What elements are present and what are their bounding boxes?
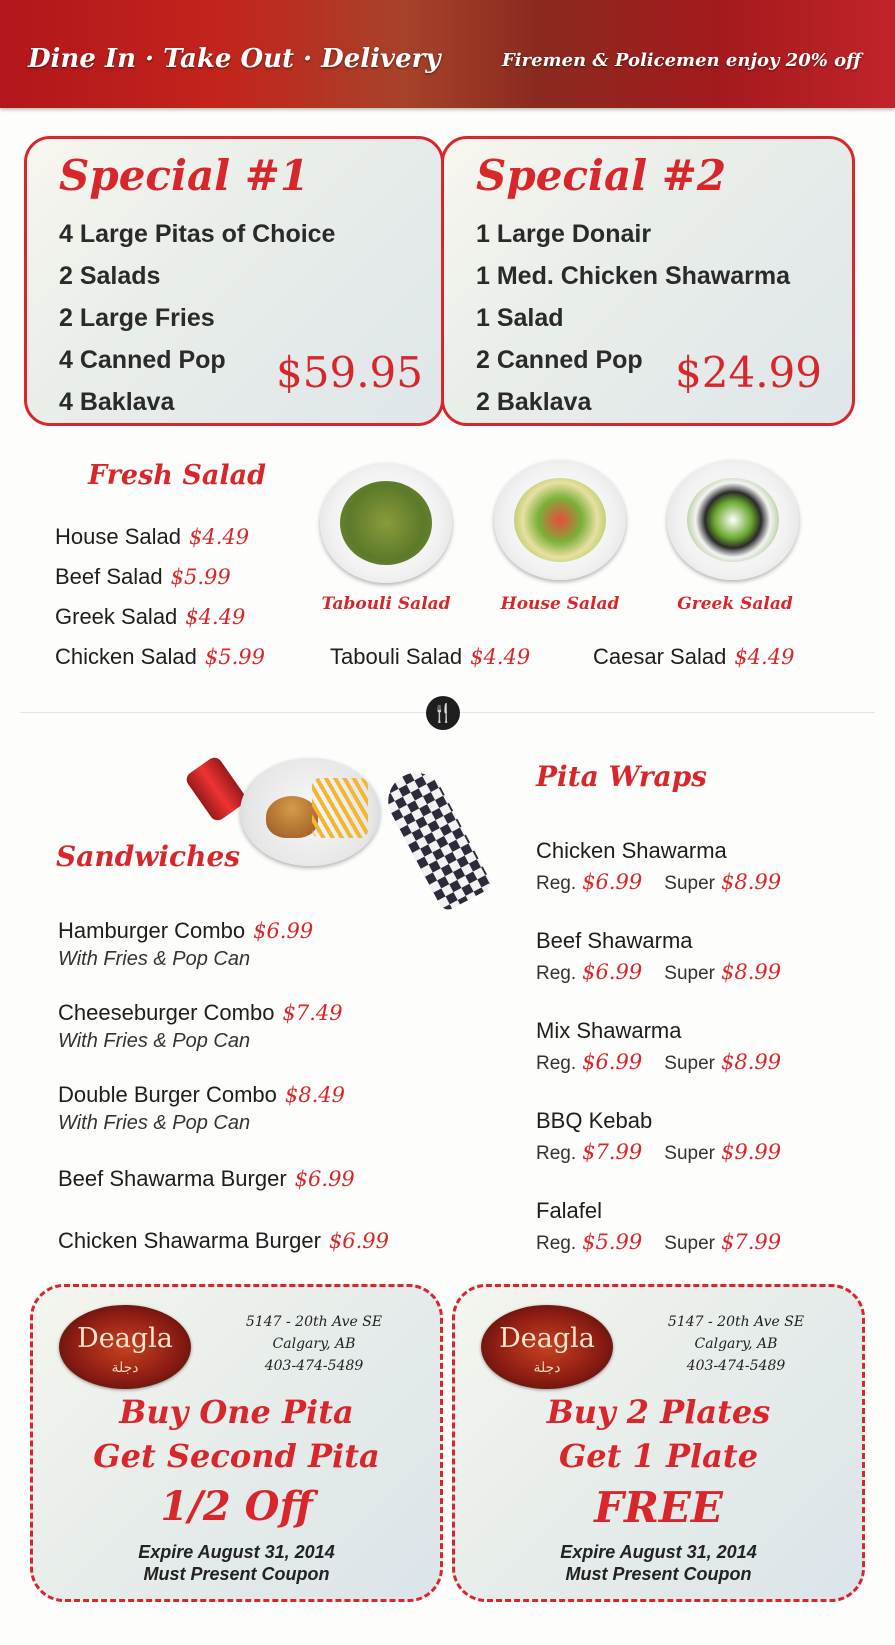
special-item: 2 Canned Pop	[476, 346, 643, 374]
logo-brand-arabic: دجلة	[111, 1359, 139, 1375]
special-item: 1 Large Donair	[476, 220, 652, 248]
item-price: $5.99	[204, 645, 265, 669]
item-name: Tabouli Salad	[330, 644, 463, 669]
reg-price: $7.99	[582, 1140, 643, 1164]
special-item: 2 Large Fries	[59, 304, 215, 332]
reg-price: $5.99	[582, 1230, 643, 1254]
list-item	[55, 642, 265, 682]
offer-line: Buy 2 Plates	[546, 1393, 771, 1431]
list-item	[58, 918, 313, 944]
salad-list	[55, 522, 265, 682]
item-price: $7.49	[282, 1001, 343, 1025]
item-name: Double Burger Combo	[58, 1082, 277, 1107]
salad-section-title: Fresh Salad	[88, 460, 266, 491]
reg-label: Reg.	[536, 1233, 577, 1254]
item-price: $5.99	[170, 565, 231, 589]
address-line: Calgary, AB	[694, 1336, 778, 1352]
logo-brand-arabic: دجلة	[533, 1359, 561, 1375]
special-title: Special #1	[59, 151, 310, 200]
deagla-logo	[59, 1305, 191, 1389]
offer-line: Get Second Pita	[93, 1437, 380, 1475]
expire-date: Expire August 31, 2014	[138, 1542, 335, 1562]
list-item	[58, 1228, 389, 1254]
item-prices	[536, 1050, 803, 1075]
offer-line: Buy One Pita	[119, 1393, 354, 1431]
list-item	[55, 522, 265, 562]
reg-label: Reg.	[536, 963, 577, 984]
item-name: Mix Shawarma	[536, 1018, 682, 1043]
super-label: Super	[664, 963, 715, 984]
header-banner	[0, 0, 895, 108]
item-price: $4.49	[185, 605, 246, 629]
expire-date: Expire August 31, 2014	[560, 1542, 757, 1562]
reg-price: $6.99	[582, 1050, 643, 1074]
special-item: 2 Salads	[59, 262, 161, 290]
item-price: $6.99	[253, 919, 314, 943]
special-item: 1 Med. Chicken Shawarma	[476, 262, 791, 290]
sandwich-section-title: Sandwiches	[56, 840, 241, 873]
address-line: 5147 - 20th Ave SE	[667, 1314, 805, 1330]
super-label: Super	[664, 1233, 715, 1254]
soda-can-icon	[184, 755, 249, 824]
pita-section-title: Pita Wraps	[536, 760, 707, 793]
item-name: BBQ Kebab	[536, 1108, 653, 1133]
item-description: With Fries & Pop Can	[58, 1112, 251, 1134]
reg-label: Reg.	[536, 1053, 577, 1074]
item-name: Chicken Shawarma Burger	[58, 1228, 321, 1253]
list-item	[58, 1082, 345, 1108]
item-name: Cheeseburger Combo	[58, 1000, 275, 1025]
offer-highlight: FREE	[594, 1483, 723, 1532]
address-line: 403-474-5489	[686, 1358, 786, 1374]
special-item: 4 Canned Pop	[59, 346, 226, 374]
item-price: $4.49	[734, 645, 795, 669]
service-options: Dine In · Take Out · Delivery	[28, 44, 441, 74]
logo-brand: Deagla	[499, 1323, 595, 1354]
super-price: $9.99	[720, 1140, 782, 1164]
item-description: With Fries & Pop Can	[58, 948, 251, 970]
item-price: $6.99	[294, 1167, 355, 1191]
list-item	[58, 1000, 343, 1026]
special-item: 2 Baklava	[476, 388, 592, 416]
coupon-plates	[452, 1284, 865, 1602]
item-name: Beef Salad	[55, 564, 163, 589]
super-price: $8.99	[720, 960, 782, 984]
address	[229, 1311, 399, 1377]
coupon-pita	[30, 1284, 443, 1602]
list-item	[593, 644, 794, 670]
list-item	[55, 562, 265, 602]
special-item: 4 Large Pitas of Choice	[59, 220, 336, 248]
item-name: Hamburger Combo	[58, 918, 246, 943]
list-item	[330, 644, 530, 670]
greek-salad-plate-icon	[667, 460, 799, 580]
super-price: $8.99	[720, 1050, 782, 1074]
item-price: $4.49	[470, 645, 531, 669]
item-name: Chicken Shawarma	[536, 838, 727, 863]
item-name: Chicken Salad	[55, 644, 197, 669]
fork-knife-icon: 🍴	[426, 696, 460, 730]
item-prices	[536, 1230, 803, 1255]
special-1-box	[24, 136, 444, 426]
deagla-logo	[481, 1305, 613, 1389]
special-item: 1 Salad	[476, 304, 564, 332]
item-prices	[536, 1140, 803, 1165]
super-label: Super	[664, 1143, 715, 1164]
item-description: With Fries & Pop Can	[58, 1030, 251, 1052]
item-price: $8.49	[284, 1083, 346, 1107]
list-item	[55, 602, 265, 642]
item-name: Beef Shawarma Burger	[58, 1166, 287, 1191]
special-title: Special #2	[476, 151, 727, 200]
reg-label: Reg.	[536, 873, 577, 894]
photo-caption: House Salad	[500, 594, 620, 614]
item-name: Beef Shawarma	[536, 928, 693, 953]
list-item	[58, 1166, 355, 1192]
reg-price: $6.99	[582, 870, 643, 894]
coupon-note: Must Present Coupon	[565, 1564, 752, 1584]
super-label: Super	[664, 1053, 715, 1074]
pita-wrap-icon	[378, 763, 493, 913]
address-line: 5147 - 20th Ave SE	[245, 1314, 383, 1330]
reg-label: Reg.	[536, 1143, 577, 1164]
item-name: House Salad	[55, 524, 181, 549]
discount-note: Firemen & Policemen enjoy 20% off	[501, 50, 861, 71]
house-salad-plate-icon	[494, 460, 626, 580]
item-name: Greek Salad	[55, 604, 178, 629]
super-label: Super	[664, 873, 715, 894]
photo-caption: Tabouli Salad	[321, 594, 451, 614]
address-line: 403-474-5489	[264, 1358, 364, 1374]
item-prices	[536, 960, 803, 985]
tabouli-salad-plate-icon	[320, 463, 452, 583]
offer-line: Get 1 Plate	[558, 1437, 759, 1475]
address	[651, 1311, 821, 1377]
special-2-box	[441, 136, 855, 426]
special-price: $24.99	[675, 348, 822, 397]
item-price: $4.49	[188, 525, 250, 549]
special-price: $59.95	[276, 348, 423, 397]
item-prices	[536, 870, 803, 895]
special-item: 4 Baklava	[59, 388, 175, 416]
burger-plate-icon	[240, 758, 380, 866]
address-line: Calgary, AB	[272, 1336, 356, 1352]
super-price: $8.99	[720, 870, 782, 894]
reg-price: $6.99	[582, 960, 643, 984]
item-name: Caesar Salad	[593, 644, 727, 669]
logo-brand: Deagla	[77, 1323, 173, 1354]
item-name: Falafel	[536, 1198, 603, 1223]
coupon-note: Must Present Coupon	[143, 1564, 330, 1584]
super-price: $7.99	[720, 1230, 782, 1254]
item-price: $6.99	[328, 1229, 390, 1253]
photo-caption: Greek Salad	[677, 594, 793, 614]
offer-highlight: 1/2 Off	[160, 1483, 313, 1530]
